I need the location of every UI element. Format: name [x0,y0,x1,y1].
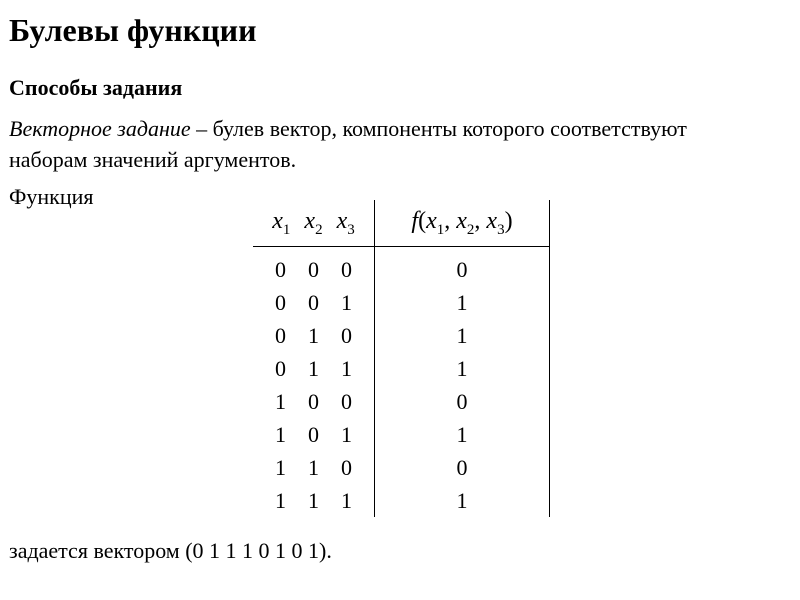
table-row-value: 0 [456,257,468,282]
truth-table-header-row [253,200,550,247]
arg-cell: 0 [275,356,286,381]
table-row-args [253,286,374,319]
table-row-args [253,352,374,385]
section-heading: Способы задания [9,75,183,100]
arg-cell: 0 [308,422,319,447]
arg-cell: 1 [308,356,319,381]
definition-paragraph [9,113,729,175]
arg-cell: 0 [275,257,286,282]
table-row-args [253,319,374,352]
function-label: Функция [9,184,94,209]
truth-table [253,200,550,517]
arg-cell: 1 [275,422,286,447]
arg-cell: 1 [341,422,352,447]
definition-term: Векторное задание [9,116,191,141]
table-row-args [253,385,374,418]
arg-cell: 0 [275,323,286,348]
slide-title: Булевы функции [9,12,257,48]
result-column [375,247,550,518]
header-var-x2: $x_2$ [304,207,323,238]
arg-cell: 1 [308,323,319,348]
table-row-value: 1 [456,323,468,348]
arg-cell: 1 [275,488,286,513]
arg-cell: 0 [341,257,352,282]
arg-cell: 0 [341,323,352,348]
table-row-args [253,253,374,286]
definition-text: булев вектор, компоненты которого соответствуют наборам значений аргументов. [9,116,687,172]
truth-table-body [253,247,550,518]
arg-cell: 0 [341,389,352,414]
arg-cell: 0 [308,389,319,414]
function-name: f [411,207,419,234]
args-column [253,247,375,518]
table-row-value: 0 [456,389,468,414]
arg-cell: 1 [341,488,352,513]
definition-dash: – [190,116,213,141]
arg-cell: 0 [308,257,319,282]
header-var-x1: $x_1$ [272,207,291,238]
arg-cell: 1 [308,488,319,513]
table-row-args [253,451,374,484]
table-row-args [253,484,374,517]
table-row-value: 0 [456,455,468,480]
arg-cell: 0 [341,455,352,480]
args-header [253,200,375,247]
result-header: $f(x_1$, $x_2$, $x_3$) [375,200,550,247]
arg-cell: 1 [341,356,352,381]
table-row-args [253,418,374,451]
arg-cell: 1 [275,455,286,480]
vector-statement: задается вектором (0 1 1 1 0 1 0 1). [9,538,332,563]
table-row-value: 1 [456,290,468,315]
table-row-value: 1 [456,356,468,381]
header-var-x3: $x_3$ [336,207,355,238]
arg-cell: 0 [275,290,286,315]
table-row-value: 1 [456,488,468,513]
table-row-value: 1 [456,422,468,447]
arg-cell: 1 [275,389,286,414]
arg-cell: 1 [341,290,352,315]
arg-cell: 1 [308,455,319,480]
arg-cell: 0 [308,290,319,315]
